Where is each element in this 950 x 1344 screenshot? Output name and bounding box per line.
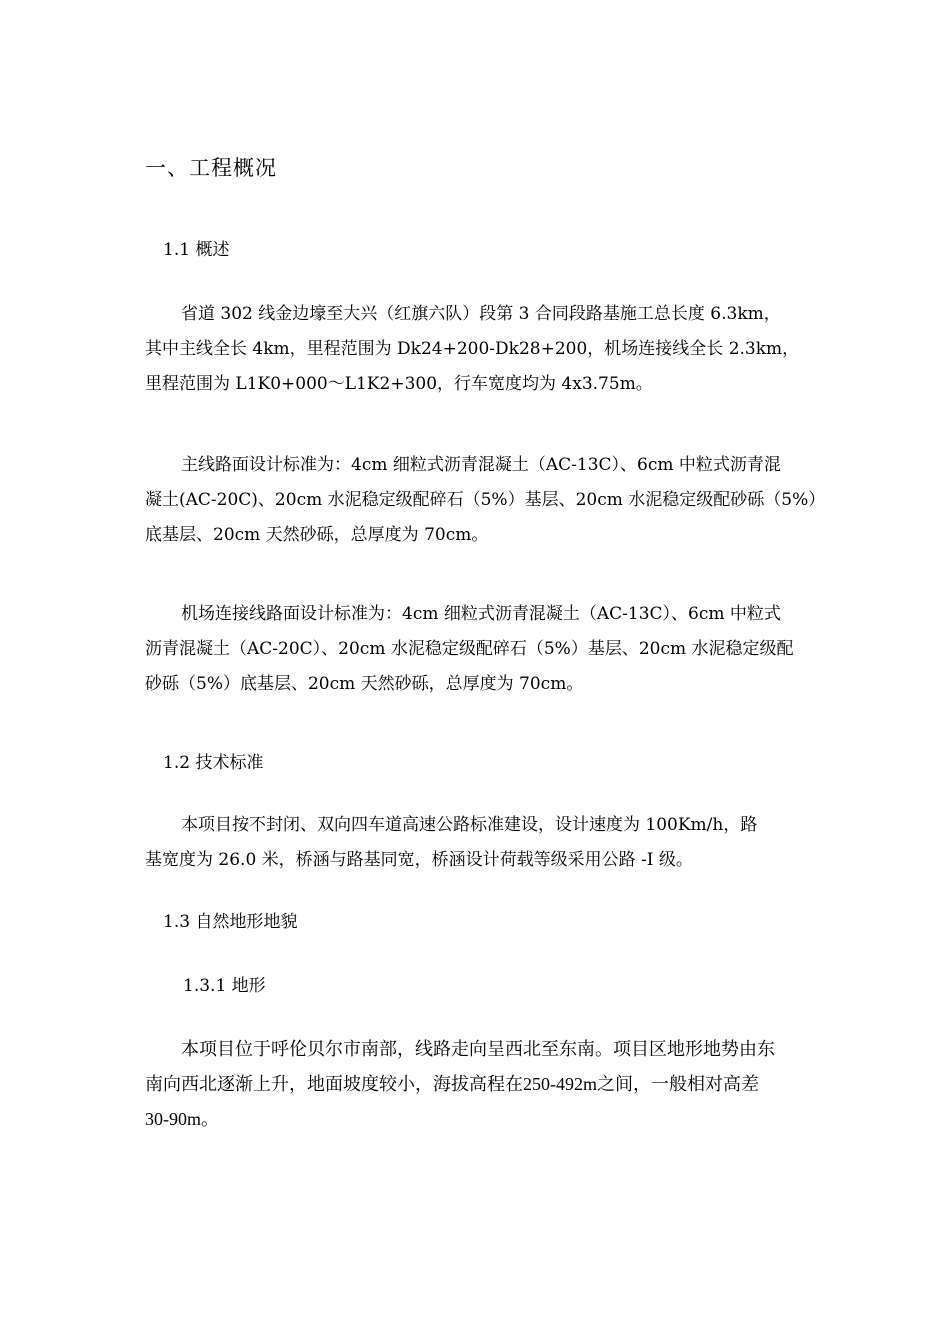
paragraph-line: 砂砾（5%）底基层、20cm 天然砂砾，总厚度为 70cm。 xyxy=(145,674,584,694)
chapter-heading: 一、工程概况 xyxy=(145,156,277,180)
paragraph-line: 沥青混凝土（AC-20C）、20cm 水泥稳定级配碎石（5%）基层、20cm 水泥稳定级配 xyxy=(145,639,794,659)
paragraph-line: 30-90m。 xyxy=(145,1109,219,1129)
paragraph-line: 机场连接线路面设计标准为：4cm 细粒式沥青混凝土（AC-13C）、6cm 中粒式 xyxy=(181,604,781,624)
paragraph-mainline-pavement xyxy=(145,448,826,553)
paragraph-airport-link-pavement xyxy=(145,597,810,702)
paragraph-line: 本项目位于呼伦贝尔市南部，线路走向呈西北至东南。项目区地形地势由东 xyxy=(181,1039,775,1059)
section-1-3-heading: 1.3 自然地形地貌 xyxy=(163,912,298,932)
section-1-2-heading: 1.2 技术标准 xyxy=(163,753,264,773)
paragraph-line: 主线路面设计标准为：4cm 细粒式沥青混凝土（AC-13C）、6cm 中粒式沥青混 xyxy=(181,455,781,475)
paragraph-line: 里程范围为 L1K0+000～L1K2+300，行车宽度均为 4x3.75m。 xyxy=(145,374,653,394)
paragraph-technical-standard xyxy=(145,808,810,878)
section-1-1-heading: 1.1 概述 xyxy=(163,240,230,260)
paragraph-terrain xyxy=(145,1032,810,1137)
section-1-3-1-heading: 1.3.1 地形 xyxy=(183,976,266,996)
paragraph-line: 其中主线全长 4km，里程范围为 Dk24+200-Dk28+200，机场连接线全长 2.3km， xyxy=(145,339,800,359)
paragraph-line: 本项目按不封闭、双向四车道高速公路标准建设，设计速度为 100Km/h，路 xyxy=(181,815,758,835)
paragraph-line: 凝土(AC-20C)、20cm 水泥稳定级配碎石（5%）基层、20cm 水泥稳定级配砂砾（5%） xyxy=(145,490,826,510)
paragraph-line: 基宽度为 26.0 米，桥涵与路基同宽，桥涵设计荷载等级采用公路 -I 级。 xyxy=(145,850,693,870)
paragraph-line: 底基层、20cm 天然砂砾，总厚度为 70cm。 xyxy=(145,525,489,545)
paragraph-line: 南向西北逐渐上升，地面坡度较小，海拔高程在250-492m之间，一般相对高差 xyxy=(145,1074,759,1094)
paragraph-line: 省道 302 线金边壕至大兴（红旗六队）段第 3 合同段路基施工总长度 6.3km， xyxy=(181,304,781,324)
paragraph-overview xyxy=(145,297,810,402)
